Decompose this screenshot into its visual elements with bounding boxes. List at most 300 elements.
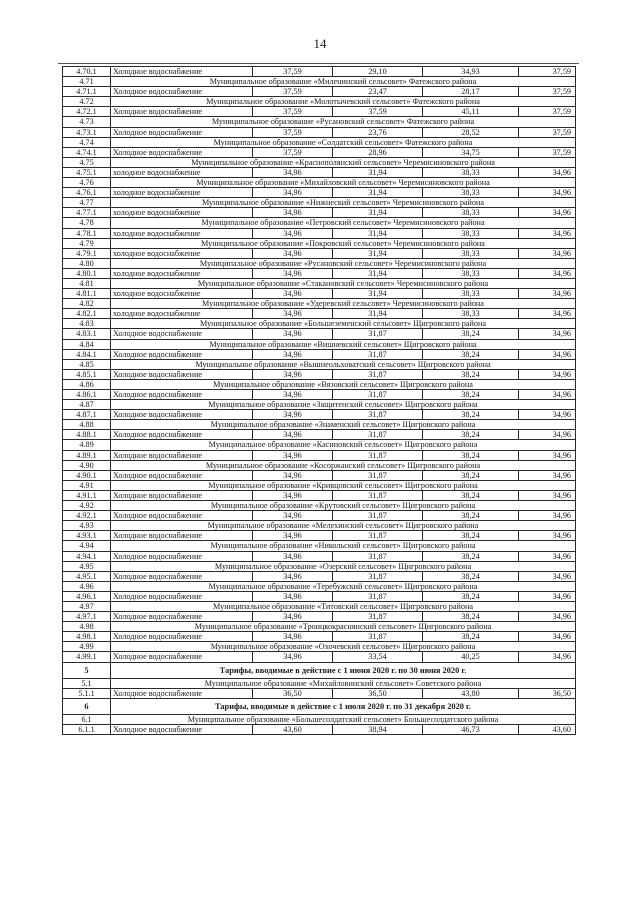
table-row bbox=[63, 107, 576, 117]
municipality-row bbox=[63, 359, 576, 369]
period-title: Тарифы, вводимые в действие с 1 июня 2020 г. по 30 июня 2020 г. bbox=[111, 662, 576, 678]
row-number: 4.76.1 bbox=[63, 188, 111, 198]
tariff-value: 38,24 bbox=[423, 349, 519, 359]
municipality-row bbox=[63, 258, 576, 268]
municipality-title: Муниципальное образование «Стакановский сельсовет» Черемисиновского района bbox=[111, 278, 576, 288]
row-number: 4.87 bbox=[63, 400, 111, 410]
row-number: 4.94 bbox=[63, 541, 111, 551]
tariff-value: 31,87 bbox=[333, 470, 423, 480]
municipality-title: Муниципальное образование «Знаменский сельсовет» Щигровского района bbox=[111, 420, 576, 430]
row-number: 4.95 bbox=[63, 561, 111, 571]
table-row bbox=[63, 511, 576, 521]
tariff-value: 34,96 bbox=[519, 450, 576, 460]
service-name: холодное водоснабжение bbox=[111, 248, 253, 258]
municipality-title: Муниципальное образование «Крутовский сельсовет» Щигровского района bbox=[111, 501, 576, 511]
municipality-row bbox=[63, 77, 576, 87]
row-number: 5.1 bbox=[63, 678, 111, 688]
row-number: 4.82.1 bbox=[63, 309, 111, 319]
municipality-row bbox=[63, 501, 576, 511]
tariff-value: 31,94 bbox=[333, 188, 423, 198]
row-number: 4.95.1 bbox=[63, 571, 111, 581]
row-number: 4.77 bbox=[63, 198, 111, 208]
tariff-value: 40,25 bbox=[423, 652, 519, 662]
table-row bbox=[63, 390, 576, 400]
tariff-value: 31,87 bbox=[333, 329, 423, 339]
tariff-value: 38,33 bbox=[423, 167, 519, 177]
service-name: Холодное водоснабжение bbox=[111, 450, 253, 460]
municipality-title: Муниципальное образование «Нижнеский сельсовет» Черемисиновского района bbox=[111, 198, 576, 208]
row-number: 4.83 bbox=[63, 319, 111, 329]
tariff-value: 37,59 bbox=[519, 107, 576, 117]
municipality-row bbox=[63, 400, 576, 410]
row-number: 4.73.1 bbox=[63, 127, 111, 137]
tariff-value: 34,96 bbox=[519, 612, 576, 622]
service-name: Холодное водоснабжение bbox=[111, 688, 253, 698]
municipality-row bbox=[63, 622, 576, 632]
table-row bbox=[63, 208, 576, 218]
service-name: Холодное водоснабжение bbox=[111, 430, 253, 440]
tariff-value: 38,33 bbox=[423, 289, 519, 299]
municipality-row bbox=[63, 137, 576, 147]
row-number: 4.97.1 bbox=[63, 612, 111, 622]
tariff-value: 31,94 bbox=[333, 268, 423, 278]
tariff-value: 34,96 bbox=[253, 632, 333, 642]
row-number: 4.91.1 bbox=[63, 490, 111, 500]
municipality-title: Муниципальное образование «Русановский сельсовет» Черемисиновского района bbox=[111, 258, 576, 268]
tariff-value: 34,96 bbox=[519, 369, 576, 379]
row-number: 4.78.1 bbox=[63, 228, 111, 238]
row-number: 4.81 bbox=[63, 278, 111, 288]
tariff-value: 34,96 bbox=[519, 248, 576, 258]
municipality-row bbox=[63, 480, 576, 490]
municipality-title: Муниципальное образование «Русановский сельсовет» Фатежского района bbox=[111, 117, 576, 127]
service-name: Холодное водоснабжение bbox=[111, 127, 253, 137]
tariff-value: 31,94 bbox=[333, 167, 423, 177]
row-number: 4.88 bbox=[63, 420, 111, 430]
row-number: 4.86 bbox=[63, 379, 111, 389]
table-row bbox=[63, 591, 576, 601]
municipality-title: Муниципальное образование «Теребужский сельсовет» Щигровского района bbox=[111, 581, 576, 591]
tariff-value: 45,11 bbox=[423, 107, 519, 117]
row-number: 4.90 bbox=[63, 460, 111, 470]
tariff-value: 34,96 bbox=[519, 652, 576, 662]
tariff-value: 31,87 bbox=[333, 612, 423, 622]
service-name: Холодное водоснабжение bbox=[111, 632, 253, 642]
row-number: 6.1.1 bbox=[63, 724, 111, 734]
service-name: холодное водоснабжение bbox=[111, 228, 253, 238]
table-row bbox=[63, 470, 576, 480]
tariff-value: 34,75 bbox=[423, 147, 519, 157]
service-name: Холодное водоснабжение bbox=[111, 349, 253, 359]
municipality-title: Муниципальное образование «Краснополянский сельсовет» Черемисиновского района bbox=[111, 157, 576, 167]
row-number: 5.1.1 bbox=[63, 688, 111, 698]
tariff-value: 31,87 bbox=[333, 410, 423, 420]
row-number: 4.98 bbox=[63, 622, 111, 632]
table-row bbox=[63, 531, 576, 541]
service-name: холодное водоснабжение bbox=[111, 208, 253, 218]
municipality-title: Муниципальное образование «Титовский сельсовет» Щигровского района bbox=[111, 601, 576, 611]
tariff-value: 38,24 bbox=[423, 470, 519, 480]
row-number: 4.98.1 bbox=[63, 632, 111, 642]
tariff-value: 43,60 bbox=[253, 724, 333, 734]
tariff-value: 43,80 bbox=[423, 688, 519, 698]
municipality-row bbox=[63, 97, 576, 107]
tariff-value: 34,96 bbox=[253, 430, 333, 440]
tariff-value: 31,87 bbox=[333, 450, 423, 460]
table-row bbox=[63, 87, 576, 97]
tariff-value: 36,50 bbox=[253, 688, 333, 698]
table-row bbox=[63, 724, 576, 734]
tariff-value: 38,24 bbox=[423, 612, 519, 622]
page-number: 14 bbox=[313, 36, 327, 51]
municipality-row bbox=[63, 678, 576, 688]
row-number: 4.75 bbox=[63, 157, 111, 167]
tariff-value: 38,24 bbox=[423, 511, 519, 521]
row-number: 4.90.1 bbox=[63, 470, 111, 480]
service-name: Холодное водоснабжение bbox=[111, 67, 253, 77]
service-name: Холодное водоснабжение bbox=[111, 490, 253, 500]
table-row bbox=[63, 127, 576, 137]
tariff-value: 34,96 bbox=[253, 571, 333, 581]
municipality-title: Муниципальное образование «Никольский сельсовет» Щигровского района bbox=[111, 541, 576, 551]
tariff-value: 38,24 bbox=[423, 450, 519, 460]
tariff-value: 34,96 bbox=[253, 349, 333, 359]
tariff-value: 31,94 bbox=[333, 208, 423, 218]
tariff-value: 38,24 bbox=[423, 571, 519, 581]
tariff-value: 34,96 bbox=[253, 188, 333, 198]
municipality-row bbox=[63, 198, 576, 208]
table-row bbox=[63, 410, 576, 420]
table-row bbox=[63, 67, 576, 77]
tariff-value: 36,50 bbox=[519, 688, 576, 698]
municipality-row bbox=[63, 218, 576, 228]
period-title: Тарифы, вводимые в действие с 1 июля 2020 г. по 31 декабря 2020 г. bbox=[111, 698, 576, 714]
tariff-value: 34,96 bbox=[519, 531, 576, 541]
municipality-row bbox=[63, 541, 576, 551]
tariff-value: 46,73 bbox=[423, 724, 519, 734]
tariff-value: 31,87 bbox=[333, 571, 423, 581]
tariff-value: 29,10 bbox=[333, 67, 423, 77]
municipality-row bbox=[63, 339, 576, 349]
table-row bbox=[63, 289, 576, 299]
tariff-value: 38,24 bbox=[423, 430, 519, 440]
tariff-value: 34,96 bbox=[519, 208, 576, 218]
tariff-value: 31,87 bbox=[333, 551, 423, 561]
tariff-value: 36,50 bbox=[333, 688, 423, 698]
service-name: Холодное водоснабжение bbox=[111, 612, 253, 622]
service-name: холодное водоснабжение bbox=[111, 167, 253, 177]
municipality-row bbox=[63, 117, 576, 127]
table-row bbox=[63, 167, 576, 177]
row-number: 4.72 bbox=[63, 97, 111, 107]
tariff-value: 31,94 bbox=[333, 228, 423, 238]
tariff-value: 38,33 bbox=[423, 188, 519, 198]
tariff-value: 34,96 bbox=[253, 612, 333, 622]
tariff-value: 34,96 bbox=[519, 511, 576, 521]
municipality-title: Муниципальное образование «Косоржанский сельсовет» Щигровского района bbox=[111, 460, 576, 470]
tariff-value: 34,93 bbox=[423, 67, 519, 77]
table-row bbox=[63, 551, 576, 561]
row-number: 4.71 bbox=[63, 77, 111, 87]
tariff-value: 34,96 bbox=[519, 188, 576, 198]
tariff-value: 33,54 bbox=[333, 652, 423, 662]
tariff-value: 34,96 bbox=[519, 430, 576, 440]
row-number: 4.75.1 bbox=[63, 167, 111, 177]
tariff-value: 31,87 bbox=[333, 490, 423, 500]
tariff-value: 31,87 bbox=[333, 390, 423, 400]
row-number: 4.79 bbox=[63, 238, 111, 248]
municipality-title: Муниципальное образование «Удеревский сельсовет» Черемисиновского района bbox=[111, 299, 576, 309]
tariff-value: 34,96 bbox=[519, 349, 576, 359]
table-row bbox=[63, 450, 576, 460]
row-number: 4.85.1 bbox=[63, 369, 111, 379]
tariff-value: 38,24 bbox=[423, 369, 519, 379]
service-name: Холодное водоснабжение bbox=[111, 724, 253, 734]
service-name: Холодное водоснабжение bbox=[111, 107, 253, 117]
municipality-title: Муниципальное образование «Большесолдатский сельсовет» Большесолдатского района bbox=[111, 714, 576, 724]
municipality-row bbox=[63, 157, 576, 167]
tariff-table-body bbox=[63, 67, 576, 735]
tariff-value: 38,24 bbox=[423, 531, 519, 541]
row-number: 4.99 bbox=[63, 642, 111, 652]
municipality-title: Муниципальное образование «Вышнеольховатский сельсовет» Щигровского района bbox=[111, 359, 576, 369]
municipality-row bbox=[63, 299, 576, 309]
tariff-value: 23,76 bbox=[333, 127, 423, 137]
municipality-title: Муниципальное образование «Михайловский сельсовет» Черемисиновского района bbox=[111, 178, 576, 188]
tariff-value: 37,59 bbox=[519, 87, 576, 97]
tariff-value: 34,96 bbox=[519, 309, 576, 319]
row-number: 4.79.1 bbox=[63, 248, 111, 258]
municipality-title: Муниципальное образование «Михайловинский сельсовет» Советского района bbox=[111, 678, 576, 688]
row-number: 6 bbox=[63, 698, 111, 714]
row-number: 4.97 bbox=[63, 601, 111, 611]
municipality-title: Муниципальное образование «Троицкокраснянский сельсовет» Щигровского района bbox=[111, 622, 576, 632]
tariff-value: 38,33 bbox=[423, 268, 519, 278]
header-rule bbox=[58, 63, 579, 64]
tariff-value: 34,96 bbox=[253, 531, 333, 541]
row-number: 5 bbox=[63, 662, 111, 678]
table-row bbox=[63, 329, 576, 339]
municipality-title: Муниципальное образование «Мелехинский сельсовет» Щигровского района bbox=[111, 521, 576, 531]
row-number: 4.71.1 bbox=[63, 87, 111, 97]
row-number: 4.76 bbox=[63, 178, 111, 188]
service-name: Холодное водоснабжение bbox=[111, 571, 253, 581]
tariff-value: 38,24 bbox=[423, 329, 519, 339]
municipality-row bbox=[63, 581, 576, 591]
tariff-value: 37,59 bbox=[253, 107, 333, 117]
table-row bbox=[63, 147, 576, 157]
tariff-value: 38,94 bbox=[333, 724, 423, 734]
municipality-row bbox=[63, 642, 576, 652]
row-number: 4.80 bbox=[63, 258, 111, 268]
tariff-value: 37,59 bbox=[519, 147, 576, 157]
service-name: Холодное водоснабжение bbox=[111, 652, 253, 662]
tariff-value: 31,87 bbox=[333, 591, 423, 601]
tariff-value: 38,24 bbox=[423, 591, 519, 601]
period-header-row bbox=[63, 698, 576, 714]
service-name: холодное водоснабжение bbox=[111, 309, 253, 319]
municipality-title: Муниципальное образование «Озерский сельсовет» Щигровского района bbox=[111, 561, 576, 571]
tariff-value: 31,87 bbox=[333, 531, 423, 541]
municipality-title: Муниципальное образование «Большеземенский сельсовет» Щигровского района bbox=[111, 319, 576, 329]
row-number: 4.84 bbox=[63, 339, 111, 349]
tariff-value: 31,94 bbox=[333, 289, 423, 299]
service-name: Холодное водоснабжение bbox=[111, 329, 253, 339]
tariff-value: 31,87 bbox=[333, 369, 423, 379]
tariff-value: 34,96 bbox=[253, 167, 333, 177]
municipality-row bbox=[63, 561, 576, 571]
tariff-value: 34,96 bbox=[253, 390, 333, 400]
tariff-value: 31,87 bbox=[333, 430, 423, 440]
row-number: 4.93.1 bbox=[63, 531, 111, 541]
tariff-value: 28,96 bbox=[333, 147, 423, 157]
row-number: 4.94.1 bbox=[63, 551, 111, 561]
tariff-value: 34,96 bbox=[519, 571, 576, 581]
municipality-title: Муниципальное образование «Петровский сельсовет» Черемисиновского района bbox=[111, 218, 576, 228]
row-number: 4.81.1 bbox=[63, 289, 111, 299]
service-name: Холодное водоснабжение bbox=[111, 531, 253, 541]
municipality-title: Муниципальное образование «Покровский сельсовет» Черемисиновского района bbox=[111, 238, 576, 248]
row-number: 6.1 bbox=[63, 714, 111, 724]
row-number: 4.92.1 bbox=[63, 511, 111, 521]
table-row bbox=[63, 248, 576, 258]
table-row bbox=[63, 652, 576, 662]
tariff-value: 34,96 bbox=[253, 248, 333, 258]
tariff-value: 28,17 bbox=[423, 87, 519, 97]
row-number: 4.73 bbox=[63, 117, 111, 127]
tariff-value: 28,52 bbox=[423, 127, 519, 137]
row-number: 4.72.1 bbox=[63, 107, 111, 117]
tariff-value: 34,96 bbox=[519, 591, 576, 601]
row-number: 4.80.1 bbox=[63, 268, 111, 278]
tariff-value: 34,96 bbox=[253, 268, 333, 278]
tariff-value: 34,96 bbox=[253, 369, 333, 379]
tariff-value: 31,87 bbox=[333, 349, 423, 359]
service-name: Холодное водоснабжение bbox=[111, 551, 253, 561]
row-number: 4.96 bbox=[63, 581, 111, 591]
tariff-value: 38,33 bbox=[423, 309, 519, 319]
tariff-value: 34,96 bbox=[519, 410, 576, 420]
municipality-title: Муниципальное образование «Охочевский сельсовет» Щигровского района bbox=[111, 642, 576, 652]
tariff-value: 37,59 bbox=[253, 67, 333, 77]
municipality-title: Муниципальное образование «Миленинский сельсовет» Фатежского района bbox=[111, 77, 576, 87]
tariff-value: 37,59 bbox=[333, 107, 423, 117]
tariff-value: 34,96 bbox=[253, 551, 333, 561]
tariff-value: 31,87 bbox=[333, 511, 423, 521]
row-number: 4.89 bbox=[63, 440, 111, 450]
tariff-value: 38,24 bbox=[423, 490, 519, 500]
tariff-table bbox=[62, 66, 576, 735]
table-row bbox=[63, 490, 576, 500]
row-number: 4.96.1 bbox=[63, 591, 111, 601]
service-name: холодное водоснабжение bbox=[111, 289, 253, 299]
row-number: 4.89.1 bbox=[63, 450, 111, 460]
municipality-row bbox=[63, 278, 576, 288]
row-number: 4.78 bbox=[63, 218, 111, 228]
tariff-value: 37,59 bbox=[519, 127, 576, 137]
tariff-value: 34,96 bbox=[253, 410, 333, 420]
service-name: холодное водоснабжение bbox=[111, 188, 253, 198]
municipality-row bbox=[63, 440, 576, 450]
tariff-value: 34,96 bbox=[519, 551, 576, 561]
table-row bbox=[63, 430, 576, 440]
tariff-value: 34,96 bbox=[253, 228, 333, 238]
row-number: 4.77.1 bbox=[63, 208, 111, 218]
row-number: 4.91 bbox=[63, 480, 111, 490]
row-number: 4.85 bbox=[63, 359, 111, 369]
tariff-value: 38,24 bbox=[423, 410, 519, 420]
municipality-row bbox=[63, 420, 576, 430]
service-name: Холодное водоснабжение bbox=[111, 410, 253, 420]
service-name: Холодное водоснабжение bbox=[111, 470, 253, 480]
municipality-row bbox=[63, 319, 576, 329]
tariff-value: 38,33 bbox=[423, 248, 519, 258]
row-number: 4.74.1 bbox=[63, 147, 111, 157]
tariff-value: 38,24 bbox=[423, 632, 519, 642]
row-number: 4.99.1 bbox=[63, 652, 111, 662]
tariff-value: 34,96 bbox=[519, 490, 576, 500]
municipality-title: Муниципальное образование «Вязовский сельсовет» Щигровского района bbox=[111, 379, 576, 389]
tariff-value: 43,60 bbox=[519, 724, 576, 734]
service-name: Холодное водоснабжение bbox=[111, 390, 253, 400]
service-name: Холодное водоснабжение bbox=[111, 87, 253, 97]
tariff-value: 34,96 bbox=[253, 329, 333, 339]
tariff-value: 37,59 bbox=[253, 127, 333, 137]
period-header-row bbox=[63, 662, 576, 678]
table-row bbox=[63, 268, 576, 278]
municipality-title: Муниципальное образование «Вишневский сельсовет» Щигровского района bbox=[111, 339, 576, 349]
tariff-value: 34,96 bbox=[253, 208, 333, 218]
tariff-value: 34,96 bbox=[519, 228, 576, 238]
municipality-row bbox=[63, 521, 576, 531]
row-number: 4.87.1 bbox=[63, 410, 111, 420]
tariff-value: 37,59 bbox=[253, 147, 333, 157]
row-number: 4.88.1 bbox=[63, 430, 111, 440]
tariff-value: 34,96 bbox=[519, 470, 576, 480]
tariff-value: 34,96 bbox=[519, 329, 576, 339]
service-name: Холодное водоснабжение bbox=[111, 511, 253, 521]
tariff-value: 23,47 bbox=[333, 87, 423, 97]
tariff-value: 34,96 bbox=[253, 511, 333, 521]
tariff-value: 34,96 bbox=[253, 490, 333, 500]
tariff-value: 34,96 bbox=[253, 470, 333, 480]
tariff-value: 34,96 bbox=[519, 632, 576, 642]
tariff-value: 34,96 bbox=[519, 167, 576, 177]
municipality-row bbox=[63, 238, 576, 248]
tariff-value: 37,59 bbox=[253, 87, 333, 97]
table-row bbox=[63, 369, 576, 379]
row-number: 4.93 bbox=[63, 521, 111, 531]
tariff-value: 38,24 bbox=[423, 390, 519, 400]
tariff-value: 34,96 bbox=[253, 652, 333, 662]
tariff-value: 34,96 bbox=[253, 591, 333, 601]
row-number: 4.92 bbox=[63, 501, 111, 511]
tariff-value: 38,24 bbox=[423, 551, 519, 561]
tariff-value: 31,94 bbox=[333, 248, 423, 258]
row-number: 4.84.1 bbox=[63, 349, 111, 359]
table-row bbox=[63, 228, 576, 238]
table-row bbox=[63, 571, 576, 581]
tariff-value: 38,33 bbox=[423, 228, 519, 238]
service-name: Холодное водоснабжение bbox=[111, 369, 253, 379]
tariff-value: 34,96 bbox=[519, 268, 576, 278]
service-name: Холодное водоснабжение bbox=[111, 147, 253, 157]
tariff-value: 34,96 bbox=[253, 450, 333, 460]
tariff-value: 34,96 bbox=[253, 289, 333, 299]
tariff-value: 37,59 bbox=[519, 67, 576, 77]
row-number: 4.86.1 bbox=[63, 390, 111, 400]
tariff-value: 34,96 bbox=[253, 309, 333, 319]
